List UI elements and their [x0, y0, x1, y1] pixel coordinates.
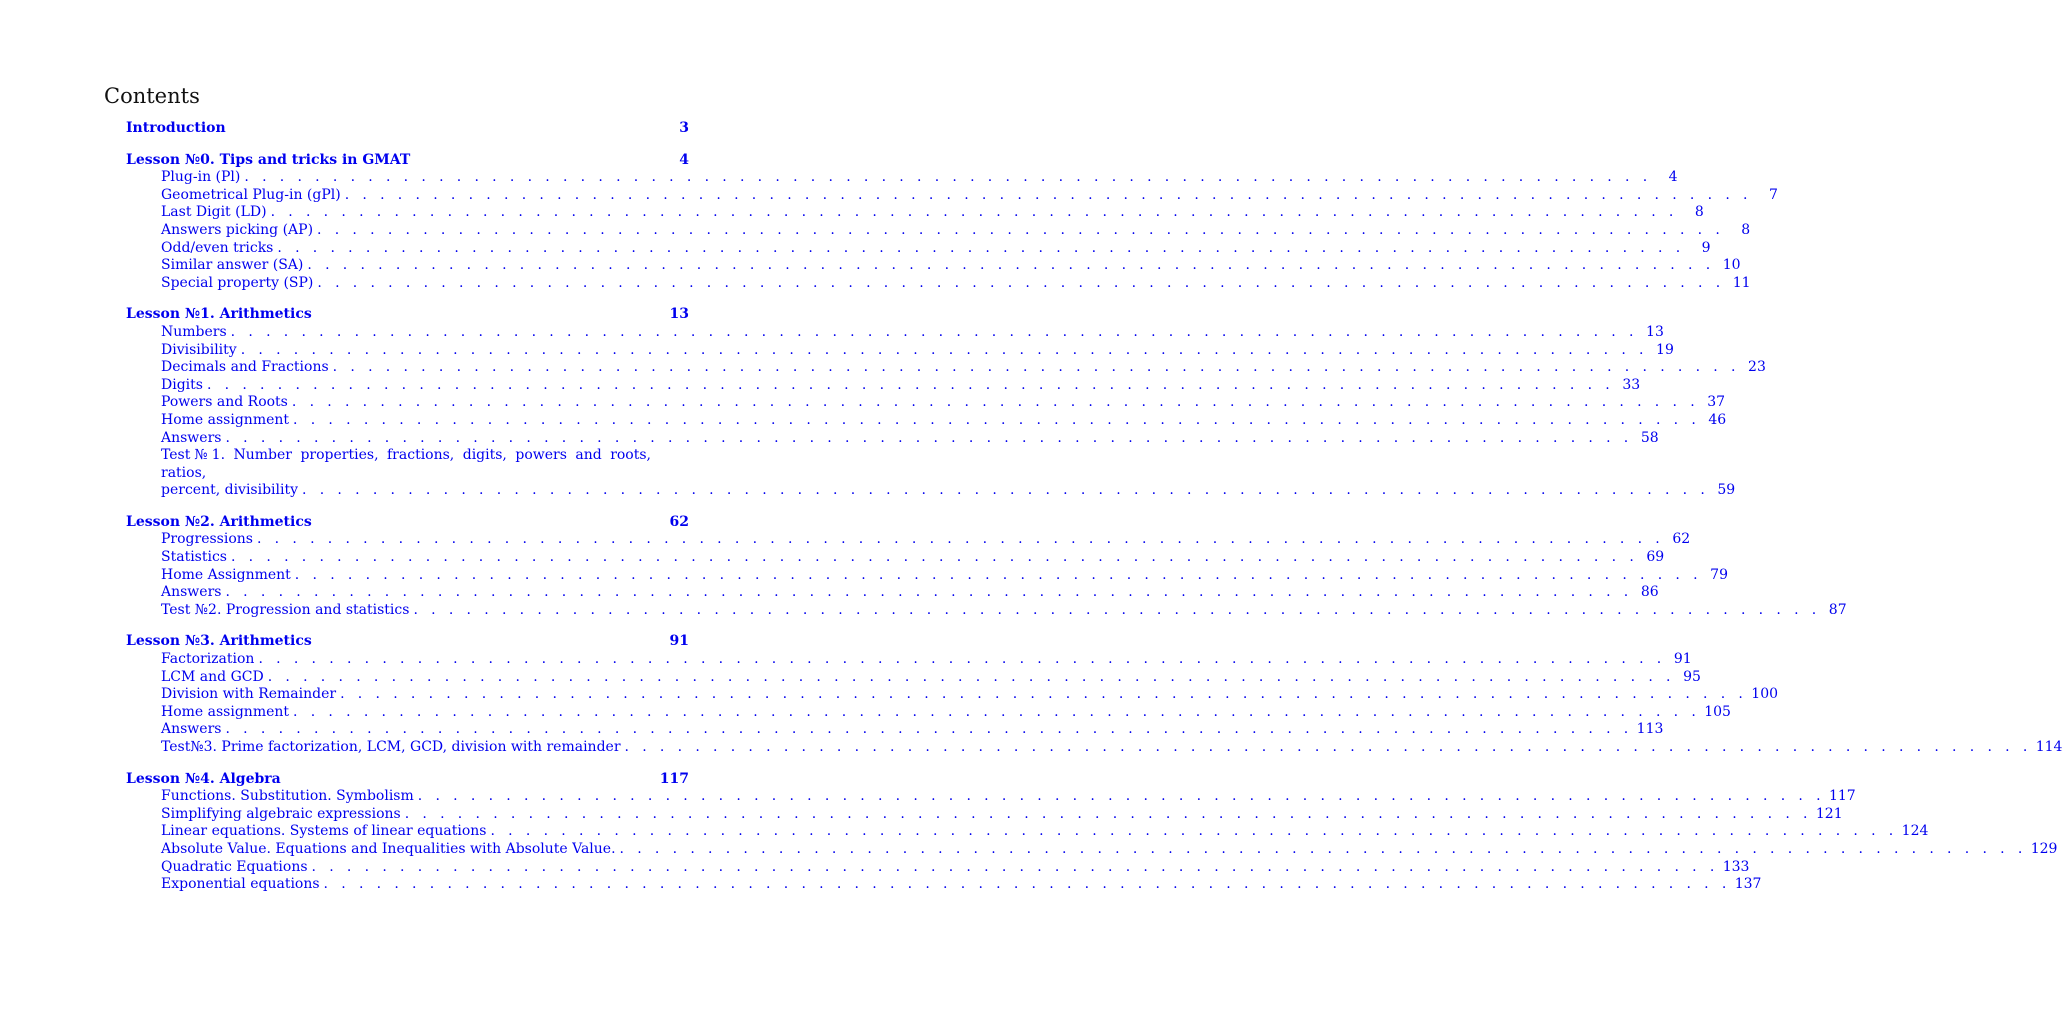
toc-entry-page: 95: [1683, 668, 1701, 685]
toc-entry[interactable]: [126, 323, 1664, 342]
toc-entry-label: Division with Remainder: [161, 686, 337, 703]
toc-entry-label: Special property (SP): [161, 274, 314, 291]
toc-leader-dots: . . . . . . . . . . . . . . . . . . . . . . . . . . . . . . . . . . . . . . . . . . . . . . . . . . . . . . . . . . . . . . . . . . . . . . . . . . . . . . . .: [291, 394, 1700, 411]
toc-entry-page: 58: [1640, 429, 1659, 446]
toc-leader-dots: . . . . . . . . . . . . . . . . . . . . . . . . . . . . . . . . . . . . . . . . . . . . . . . . . . . . . . . . . . . . . . . . . . . . . . . . . . . . . . . .: [256, 531, 1665, 548]
toc-entry[interactable]: [126, 668, 1701, 687]
toc-leader-dots: . . . . . . . . . . . . . . . . . . . . . . . . . . . . . . . . . . . . . . . . . . . . . . . . . . . . . . . . . . . . . . . . . . . . . . . . . . . . . . . .: [490, 823, 1898, 840]
toc-leader-dots: . . . . . . . . . . . . . . . . . . . . . . . . . . . . . . . . . . . . . . . . . . . . . . . . . . . . . . . . . . . . . . . . . . . . . . . . . . . . . . . .: [317, 274, 1725, 291]
toc-entry-label: Progressions: [161, 531, 253, 548]
toc-entry[interactable]: [126, 858, 1750, 877]
toc-section: [126, 306, 1766, 500]
toc-entry-label: Powers and Roots: [161, 394, 288, 411]
toc-entry-label: Divisibility: [161, 341, 237, 358]
toc-entry-page: 121: [1815, 805, 1843, 822]
toc-entry-page: 91: [1673, 651, 1692, 668]
toc-entry-page: 62: [1672, 531, 1691, 548]
toc-entry-label: Functions. Substitution. Symbolism: [161, 788, 414, 805]
toc-leader-dots: . . . . . . . . . . . . . . . . . . . . . . . . . . . . . . . . . . . . . . . . . . . . . . . . . . . . . . . . . . . . . . . . . . . . . . . . . . . . . . . .: [417, 788, 1825, 805]
toc-section-link[interactable]: [126, 771, 689, 789]
toc-leader-dots: . . . . . . . . . . . . . . . . . . . . . . . . . . . . . . . . . . . . . . . . . . . . . . . . . . . . . . . . . . . . . . . . . . . . . . . . . . . . . . . .: [404, 805, 1812, 822]
toc-leader-dots: . . . . . . . . . . . . . . . . . . . . . . . . . . . . . . . . . . . . . . . . . . . . . . . . . . . . . . . . . . . . . . . . . . . . . . . . . . . . . . . .: [230, 549, 1639, 566]
toc-leader-dots: . . . . . . . . . . . . . . . . . . . . . . . . . . . . . . . . . . . . . . . . . . . . . . . . . . . . . . . . . . . . . . . . . . . . . . . . . . . . . . . .: [413, 601, 1821, 618]
toc-entry-label: Test №2. Progression and statistics: [161, 601, 410, 618]
toc-section-page: 117: [659, 770, 689, 787]
toc-leader-dots: . . . . . . . . . . . . . . . . . . . . . . . . . . . . . . . . . . . . . . . . . . . . . . . . . . . . . . . . . . . . . . . . . . . . . . . . . . . . . . . .: [240, 341, 1648, 358]
toc-entry[interactable]: [126, 601, 1847, 620]
toc-section-title: Lesson №0. Tips and tricks in GMAT: [126, 151, 411, 168]
toc-entry-page: 117: [1828, 788, 1856, 805]
toc-entry-page: 4: [1668, 169, 1678, 186]
toc-section-link[interactable]: [126, 633, 689, 651]
toc-entry-label: Answers picking (AP): [161, 221, 314, 238]
toc-entry[interactable]: [126, 805, 1843, 824]
toc-leader-dots: . . . . . . . . . . . . . . . . . . . . . . . . . . . . . . . . . . . . . . . . . . . . . . . . . . . . . . . . . . . . . . . . . . . . . . . . . . . . . . . .: [270, 204, 1678, 221]
toc-entry-page: 7: [1768, 186, 1778, 203]
toc-leader-dots: . . . . . . . . . . . . . . . . . . . . . . . . . . . . . . . . . . . . . . . . . . . . . . . . . . . . . . . . . . . . . . . . . . . . . . . . . . . . . . . .: [293, 703, 1701, 720]
toc-entry-label: Test№3. Prime factorization, LCM, GCD, division with remainder: [161, 739, 621, 755]
toc-entry-page: 23: [1748, 359, 1766, 376]
toc-entry[interactable]: [126, 186, 1778, 205]
toc-entry-page: 124: [1901, 823, 1929, 840]
toc-entry-page: 13: [1646, 323, 1664, 340]
toc-entry[interactable]: [126, 840, 2058, 859]
toc-leader-dots: . . . . . . . . . . . . . . . . . . . . . . . . . . . . . . . . . . . . . . . . . . . . . . . . . . . . . . . . . . . . . . . . . . . . . . . . . . . . . . . .: [293, 411, 1701, 428]
toc-section-title: Lesson №2. Arithmetics: [126, 513, 312, 530]
toc-section-title: Lesson №4. Algebra: [126, 770, 281, 787]
toc-leader-dots: . . . . . . . . . . . . . . . . . . . . . . . . . . . . . . . . . . . . . . . . . . . . . . . . . . . . . . . . . . . . . . . . . . . . . . . . . . . . . . . .: [277, 239, 1685, 256]
toc-entry-label: Home Assignment: [161, 566, 291, 583]
toc-entry-page: 59: [1717, 482, 1736, 499]
toc-entry[interactable]: [126, 376, 1641, 395]
toc-entry[interactable]: [126, 823, 1929, 841]
toc-entry-label: Absolute Value. Equations and Inequalities with Absolute Value.: [161, 840, 616, 857]
toc-entry-label: Answers: [161, 721, 222, 738]
toc-entry[interactable]: [126, 221, 1751, 240]
toc-entry-page: 11: [1732, 274, 1751, 291]
toc-entry-line2: [161, 482, 1736, 500]
toc-entry[interactable]: [126, 788, 1856, 806]
toc-section-link[interactable]: [126, 306, 689, 324]
toc-entry-page: 46: [1708, 411, 1727, 428]
toc-entry-page: 133: [1722, 858, 1750, 875]
toc-entry-label: Answers: [161, 429, 222, 446]
toc-entry-page: 86: [1640, 584, 1659, 601]
toc-section: [126, 770, 2058, 894]
toc-leader-dots: . . . . . . . . . . . . . . . . . . . . . . . . . . . . . . . . . . . . . . . . . . . . . . . . . . . . . . . . . . . . . . . . . . . . . . . . . . . . . . . .: [307, 257, 1715, 274]
toc-entry-label: Home assignment: [161, 703, 290, 720]
toc-leader-dots: . . . . . . . . . . . . . . . . . . . . . . . . . . . . . . . . . . . . . . . . . . . . . . . . . . . . . . . . . . . . . . . . . . . . . . . . . . . . . . . .: [344, 186, 1752, 203]
toc-entry[interactable]: [126, 703, 1731, 722]
toc-section: [126, 633, 2062, 756]
toc-leader-dots: . . . . . . . . . . . . . . . . . . . . . . . . . . . . . . . . . . . . . . . . . . . . . . . . . . . . . . . . . . . . . . . . . . . . . . . . . . . . . . . .: [302, 482, 1710, 499]
toc-entry[interactable]: [126, 274, 1751, 293]
toc-entry[interactable]: [126, 686, 1779, 704]
toc-entry-page: 10: [1722, 257, 1741, 274]
toc-entry-page: 113: [1636, 721, 1664, 738]
toc-entry[interactable]: [126, 341, 1674, 360]
toc-entry-label: Digits: [161, 376, 203, 393]
toc-entry-label: Geometrical Plug-in (gPl): [161, 186, 341, 203]
toc-entry-label: LCM and GCD: [161, 668, 264, 685]
toc-leader-dots: . . . . . . . . . . . . . . . . . . . . . . . . . . . . . . . . . . . . . . . . . . . . . . . . . . . . . . . . . . . . . . . . . . . . . . . . . . . . . . . .: [294, 566, 1702, 583]
toc-entry-page: 137: [1734, 876, 1762, 893]
toc-entry-label: Statistics: [161, 549, 227, 566]
toc-entry[interactable]: [126, 411, 1727, 430]
toc-entry-page: 33: [1622, 376, 1641, 393]
toc-entry-page: 8: [1741, 221, 1751, 238]
toc-entry-label: Simplifying algebraic expressions: [161, 805, 401, 822]
toc-entry[interactable]: [126, 359, 1766, 377]
toc-leader-dots: . . . . . . . . . . . . . . . . . . . . . . . . . . . . . . . . . . . . . . . . . . . . . . . . . . . . . . . . . . . . . . . . . . . . . . . . . . . . . . . .: [225, 429, 1633, 446]
toc-entry[interactable]: [126, 447, 1736, 500]
toc-entry-label: Decimals and Fractions: [161, 359, 329, 376]
toc-section: [126, 120, 689, 138]
toc-entry-page: 69: [1646, 549, 1665, 566]
toc-entry-label: Last Digit (LD): [161, 204, 267, 221]
toc-section: [126, 513, 1847, 620]
toc-entry-label: Similar answer (SA): [161, 257, 304, 274]
toc-entry-page: 114: [2035, 739, 2062, 755]
toc-entry[interactable]: [126, 429, 1659, 448]
toc-entry[interactable]: [126, 531, 1691, 549]
toc-entry[interactable]: [126, 566, 1728, 585]
toc-entry-page: 9: [1701, 239, 1711, 256]
toc-entry[interactable]: [126, 739, 2062, 757]
toc-section-page: 3: [679, 120, 689, 136]
toc-entry[interactable]: [126, 651, 1692, 669]
toc-entry-label: Answers: [161, 584, 222, 601]
toc-leader-dots: . . . . . . . . . . . . . . . . . . . . . . . . . . . . . . . . . . . . . . . . . . . . . . . . . . . . . . . . . . . . . . . . . . . . . . . . . . . . . . . .: [311, 858, 1719, 875]
toc-leader-dots: . . . . . . . . . . . . . . . . . . . . . . . . . . . . . . . . . . . . . . . . . . . . . . . . . . . . . . . . . . . . . . . . . . . . . . . . . . . . . . . .: [323, 876, 1731, 893]
toc-entry-page: 37: [1707, 394, 1726, 411]
toc-section-page: 4: [679, 151, 689, 168]
toc-section-title: Lesson №1. Arithmetics: [126, 306, 312, 323]
toc-entry-label: Linear equations. Systems of linear equations: [161, 823, 487, 840]
toc-entry-page: 100: [1751, 686, 1779, 703]
toc-entry-label: Exponential equations: [161, 876, 320, 893]
toc-entry-label: Test№1. Number properties, fractions, digits, powers and roots, ratios,: [161, 447, 651, 481]
toc-entry-page: 79: [1710, 566, 1728, 583]
toc-section-link[interactable]: [126, 152, 689, 170]
toc-entry[interactable]: [126, 257, 1741, 275]
table-of-contents: [126, 120, 2062, 908]
toc-section-link[interactable]: [126, 514, 689, 532]
toc-leader-dots: . . . . . . . . . . . . . . . . . . . . . . . . . . . . . . . . . . . . . . . . . . . . . . . . . . . . . . . . . . . . . . . . . . . . . . . . . . . . . . . .: [258, 651, 1666, 668]
toc-leader-dots: . . . . . . . . . . . . . . . . . . . . . . . . . . . . . . . . . . . . . . . . . . . . . . . . . . . . . . . . . . . . . . . . . . . . . . . . . . . . . . . .: [340, 686, 1748, 703]
toc-entry-page: 8: [1694, 204, 1704, 221]
toc-leader-dots: . . . . . . . . . . . . . . . . . . . . . . . . . . . . . . . . . . . . . . . . . . . . . . . . . . . . . . . . . . . . . . . . . . . . . . . . . . . . . . . .: [244, 169, 1652, 186]
toc-entry-label: Quadratic Equations: [161, 858, 308, 875]
toc-entry[interactable]: [126, 204, 1704, 222]
page-title: Contents: [104, 84, 200, 108]
toc-leader-dots: . . . . . . . . . . . . . . . . . . . . . . . . . . . . . . . . . . . . . . . . . . . . . . . . . . . . . . . . . . . . . . . . . . . . . . . . . . . . . . . .: [317, 221, 1725, 238]
toc-entry-label: Home assignment: [161, 411, 290, 428]
toc-section-link[interactable]: [126, 120, 689, 138]
toc-entry[interactable]: [126, 584, 1659, 602]
toc-leader-dots: . . . . . . . . . . . . . . . . . . . . . . . . . . . . . . . . . . . . . . . . . . . . . . . . . . . . . . . . . . . . . . . . . . . . . . . . . . . . . . . .: [225, 721, 1633, 738]
toc-leader-dots: . . . . . . . . . . . . . . . . . . . . . . . . . . . . . . . . . . . . . . . . . . . . . . . . . . . . . . . . . . . . . . . . . . . . . . . . . . . . . . . .: [225, 584, 1633, 601]
toc-entry-page: 19: [1656, 341, 1674, 358]
toc-entry[interactable]: [126, 876, 1762, 894]
toc-leader-dots: . . . . . . . . . . . . . . . . . . . . . . . . . . . . . . . . . . . . . . . . . . . . . . . . . . . . . . . . . . . . . . . . . . . . . . . . . . . . . . . .: [230, 323, 1638, 340]
toc-entry[interactable]: [126, 549, 1665, 567]
toc-section-page: 62: [669, 513, 689, 530]
toc-leader-dots: . . . . . . . . . . . . . . . . . . . . . . . . . . . . . . . . . . . . . . . . . . . . . . . . . . . . . . . . . . . . . . . . . . . . . . . . . . . . . . . .: [332, 359, 1740, 376]
toc-leader-dots: . . . . . . . . . . . . . . . . . . . . . . . . . . . . . . . . . . . . . . . . . . . . . . . . . . . . . . . . . . . . . . . . . . . . . . . . . . . . . . . .: [206, 376, 1615, 393]
toc-section-page: 91: [669, 633, 689, 650]
toc-entry-label-continued: percent, divisibility: [161, 482, 299, 499]
toc-leader-dots: . . . . . . . . . . . . . . . . . . . . . . . . . . . . . . . . . . . . . . . . . . . . . . . . . . . . . . . . . . . . . . . . . . . . . . . . . . . . . . . .: [624, 739, 2032, 755]
toc-entry-label: Plug-in (Pl): [161, 169, 241, 186]
toc-entry-page: 129: [2030, 840, 2058, 857]
toc-entry[interactable]: [126, 239, 1711, 258]
toc-leader-dots: . . . . . . . . . . . . . . . . . . . . . . . . . . . . . . . . . . . . . . . . . . . . . . . . . . . . . . . . . . . . . . . . . . . . . . . . . . . . . . . .: [267, 668, 1675, 685]
toc-entry-page: 105: [1704, 703, 1731, 720]
toc-entry-label: Factorization: [161, 651, 255, 668]
toc-section-page: 13: [669, 306, 689, 323]
toc-entry-label: Odd/even tricks: [161, 239, 274, 256]
toc-entry[interactable]: [126, 721, 1664, 739]
toc-section-title: Introduction: [126, 120, 226, 136]
toc-entry[interactable]: [126, 169, 1678, 187]
toc-section: [126, 151, 1778, 293]
toc-section-title: Lesson №3. Arithmetics: [126, 633, 312, 650]
toc-entry-label: Numbers: [161, 323, 227, 340]
toc-entry-page: 87: [1828, 601, 1847, 618]
toc-entry[interactable]: [126, 394, 1726, 412]
toc-leader-dots: . . . . . . . . . . . . . . . . . . . . . . . . . . . . . . . . . . . . . . . . . . . . . . . . . . . . . . . . . . . . . . . . . . . . . . . . . . . . . . . .: [619, 840, 2027, 857]
